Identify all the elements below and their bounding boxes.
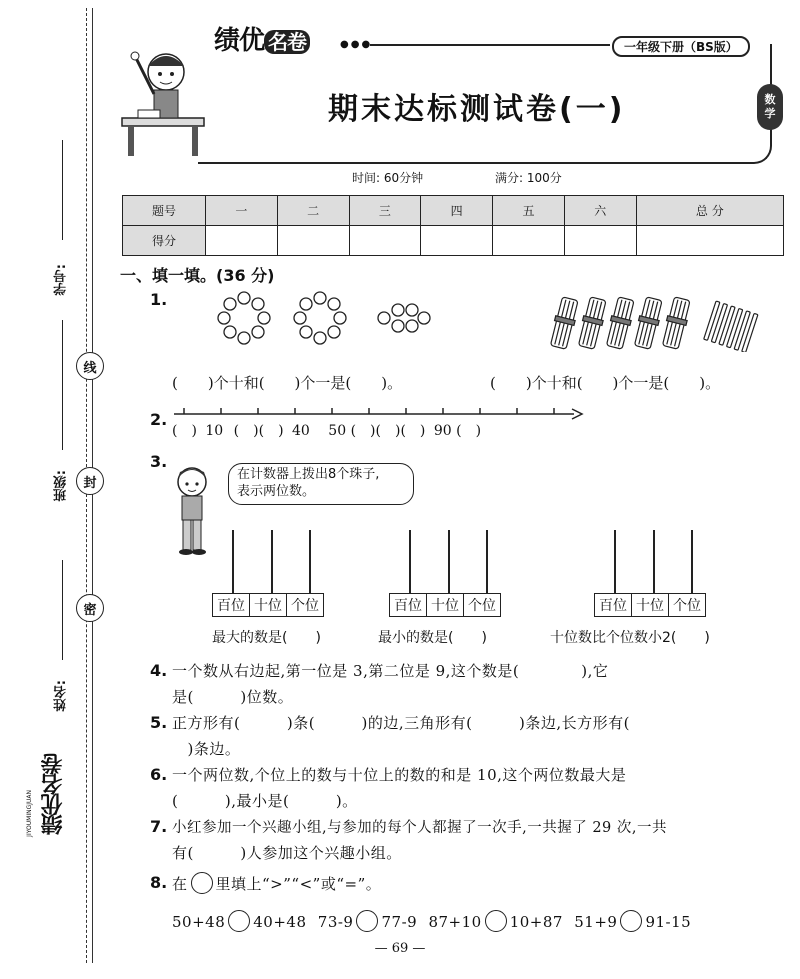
comparison-right: 10+87 xyxy=(509,913,563,931)
comparison-left: 73-9 xyxy=(317,913,354,931)
grade-badge: 一年级下册（BS版） xyxy=(612,36,750,57)
seal-mi: 密 xyxy=(76,594,104,622)
abacus-rod xyxy=(409,530,411,594)
name-line xyxy=(62,560,63,660)
q7-number: 7. xyxy=(150,817,168,836)
tick-label[interactable]: ( ) xyxy=(350,423,376,439)
sticks-illustration xyxy=(548,296,768,352)
header-brand-logo xyxy=(214,20,310,57)
q3-caption-diff[interactable]: 十位数比个位数小2( ) xyxy=(550,630,710,646)
comparison-left: 51+9 xyxy=(574,913,618,931)
place-tens: 十位 xyxy=(426,594,463,616)
place-hundreds: 百位 xyxy=(394,598,422,614)
abacus-rod xyxy=(309,530,311,594)
score-cell[interactable] xyxy=(349,226,421,256)
abacus-rod xyxy=(232,530,234,594)
q8-number: 8. xyxy=(150,873,168,892)
q2-labels[interactable] xyxy=(172,420,481,440)
q8-instruction-post: 里填上“>”“<”或“=”。 xyxy=(215,875,382,893)
student-no-line xyxy=(62,140,63,240)
abacus-2-place-labels xyxy=(389,593,501,617)
speech-line-1: 在计数器上拨出8个珠子, xyxy=(237,467,380,482)
class-line xyxy=(62,320,63,450)
q4-line-1[interactable]: 一个数从右边起,第一位是 3,第二位是 9,这个数是( ),它 xyxy=(172,662,609,680)
q4-line-2[interactable]: 是( )位数。 xyxy=(172,688,294,706)
abacus-rod xyxy=(653,530,655,594)
class-label: 班级: xyxy=(54,470,69,502)
circle-blank-icon xyxy=(191,872,213,894)
col-6: 六 xyxy=(564,196,636,226)
score-table-score-row xyxy=(123,226,784,256)
abacus-rod xyxy=(486,530,488,594)
brand-dots: ●●● xyxy=(340,39,373,50)
place-ones: 个位 xyxy=(463,594,500,616)
side-brand-subtitle: JIYOUMINGJUAN xyxy=(26,790,33,837)
q7-line-2[interactable]: 有( )人参加这个兴趣小组。 xyxy=(172,844,402,862)
score-cell[interactable] xyxy=(421,226,493,256)
beads-illustration xyxy=(212,290,442,352)
place-hundreds: 百位 xyxy=(599,598,627,614)
number-line xyxy=(174,404,594,420)
comparison-right: 40+48 xyxy=(253,913,307,931)
q1-blank-left[interactable]: ( )个十和( )个一是( )。 xyxy=(172,374,403,392)
tick-label[interactable]: ( ) xyxy=(258,423,284,439)
q3-caption-max[interactable]: 最大的数是( ) xyxy=(212,630,321,646)
page-title: 期末达标测试卷(一) xyxy=(328,92,626,127)
abacus-rod xyxy=(448,530,450,594)
q1-blank-right[interactable]: ( )个十和( )个一是( )。 xyxy=(490,374,721,392)
comparison-circle[interactable] xyxy=(356,910,378,932)
comparison-circle[interactable] xyxy=(228,910,250,932)
subject-char-1: 数 xyxy=(764,93,776,106)
q3-number: 3. xyxy=(150,452,168,471)
comparison-circle[interactable] xyxy=(485,910,507,932)
score-cell[interactable] xyxy=(206,226,278,256)
q8-instruction xyxy=(172,872,381,894)
q1-number: 1. xyxy=(150,290,168,309)
section-1-heading: 一、填一填。(36 分) xyxy=(120,266,275,285)
q6-number: 6. xyxy=(150,765,168,784)
tick-label: 50 xyxy=(328,423,347,439)
place-ones: 个位 xyxy=(668,594,705,616)
q6-line-1[interactable]: 一个两位数,个位上的数与十位上的数的和是 10,这个两位数最大是 xyxy=(172,766,627,784)
comparison-left: 87+10 xyxy=(428,913,482,931)
place-hundreds: 百位 xyxy=(217,598,245,614)
col-5: 五 xyxy=(493,196,565,226)
brand-text: 绩优 xyxy=(214,26,265,56)
q8-comparisons xyxy=(172,910,691,932)
brand-pill: 名卷 xyxy=(264,30,310,54)
abacus-rod xyxy=(271,530,273,594)
place-ones: 个位 xyxy=(286,594,323,616)
tick-label[interactable]: ( ) xyxy=(172,423,197,439)
abacus-rod xyxy=(614,530,616,594)
subject-char-2: 学 xyxy=(764,107,776,120)
speech-line-2: 表示两位数。 xyxy=(237,484,316,499)
seal-xian: 线 xyxy=(76,352,104,380)
col-4: 四 xyxy=(421,196,493,226)
exam-full-score: 满分: 100分 xyxy=(495,171,562,185)
col-2: 二 xyxy=(277,196,349,226)
score-table xyxy=(122,195,784,256)
comparison-right: 91-15 xyxy=(645,913,692,931)
place-tens: 十位 xyxy=(249,594,286,616)
q8-instruction-pre: 在 xyxy=(172,875,188,893)
q5-number: 5. xyxy=(150,713,168,732)
q3-caption-min[interactable]: 最小的数是( ) xyxy=(378,630,487,646)
score-cell[interactable] xyxy=(493,226,565,256)
score-table-header-row xyxy=(123,196,784,226)
q6-line-2[interactable]: ( ),最小是( )。 xyxy=(172,792,358,810)
col-3: 三 xyxy=(349,196,421,226)
student-no-label: 学号: xyxy=(54,264,69,296)
abacus-1-place-labels xyxy=(212,593,324,617)
tick-label[interactable]: ( ) xyxy=(233,423,259,439)
tick-label: 40 xyxy=(292,423,310,439)
q7-line-1[interactable]: 小红参加一个兴趣小组,与参加的每个人都握了一次手,一共握了 29 次,一共 xyxy=(172,820,667,836)
q5-line-1[interactable]: 正方形有( )条( )的边,三角形有( )条边,长方形有( xyxy=(172,714,631,732)
q5-line-2[interactable]: )条边。 xyxy=(172,740,241,758)
tick-label: 90 xyxy=(433,423,452,439)
score-cell[interactable] xyxy=(564,226,636,256)
score-cell[interactable] xyxy=(277,226,349,256)
col-1: 一 xyxy=(206,196,278,226)
place-tens: 十位 xyxy=(631,594,668,616)
name-label: 姓名: xyxy=(54,680,69,712)
row-label-question: 题号 xyxy=(123,196,206,226)
col-total: 总 分 xyxy=(636,196,783,226)
abacus-3-place-labels xyxy=(594,593,706,617)
exam-time: 时间: 60分钟 xyxy=(352,171,424,185)
comparison-circle[interactable] xyxy=(620,910,642,932)
row-label-score: 得分 xyxy=(123,226,206,256)
boy-cartoon-icon xyxy=(168,462,218,558)
subject-badge xyxy=(757,84,783,130)
speech-bubble xyxy=(228,463,414,505)
q4-number: 4. xyxy=(150,661,168,680)
q2-number: 2. xyxy=(150,410,168,429)
tick-label[interactable]: ( ) xyxy=(375,423,401,439)
tick-label[interactable]: ( ) xyxy=(400,423,426,439)
comparison-left: 50+48 xyxy=(172,913,226,931)
side-brand-logo: 绩优名卷 xyxy=(41,755,66,835)
tick-label[interactable]: ( ) xyxy=(456,423,482,439)
tick-label: 10 xyxy=(205,423,224,439)
abacus-rod xyxy=(691,530,693,594)
comparison-right: 77-9 xyxy=(381,913,418,931)
score-cell[interactable] xyxy=(636,226,783,256)
seal-feng: 封 xyxy=(76,467,104,495)
page-number: — 69 — xyxy=(374,941,426,956)
